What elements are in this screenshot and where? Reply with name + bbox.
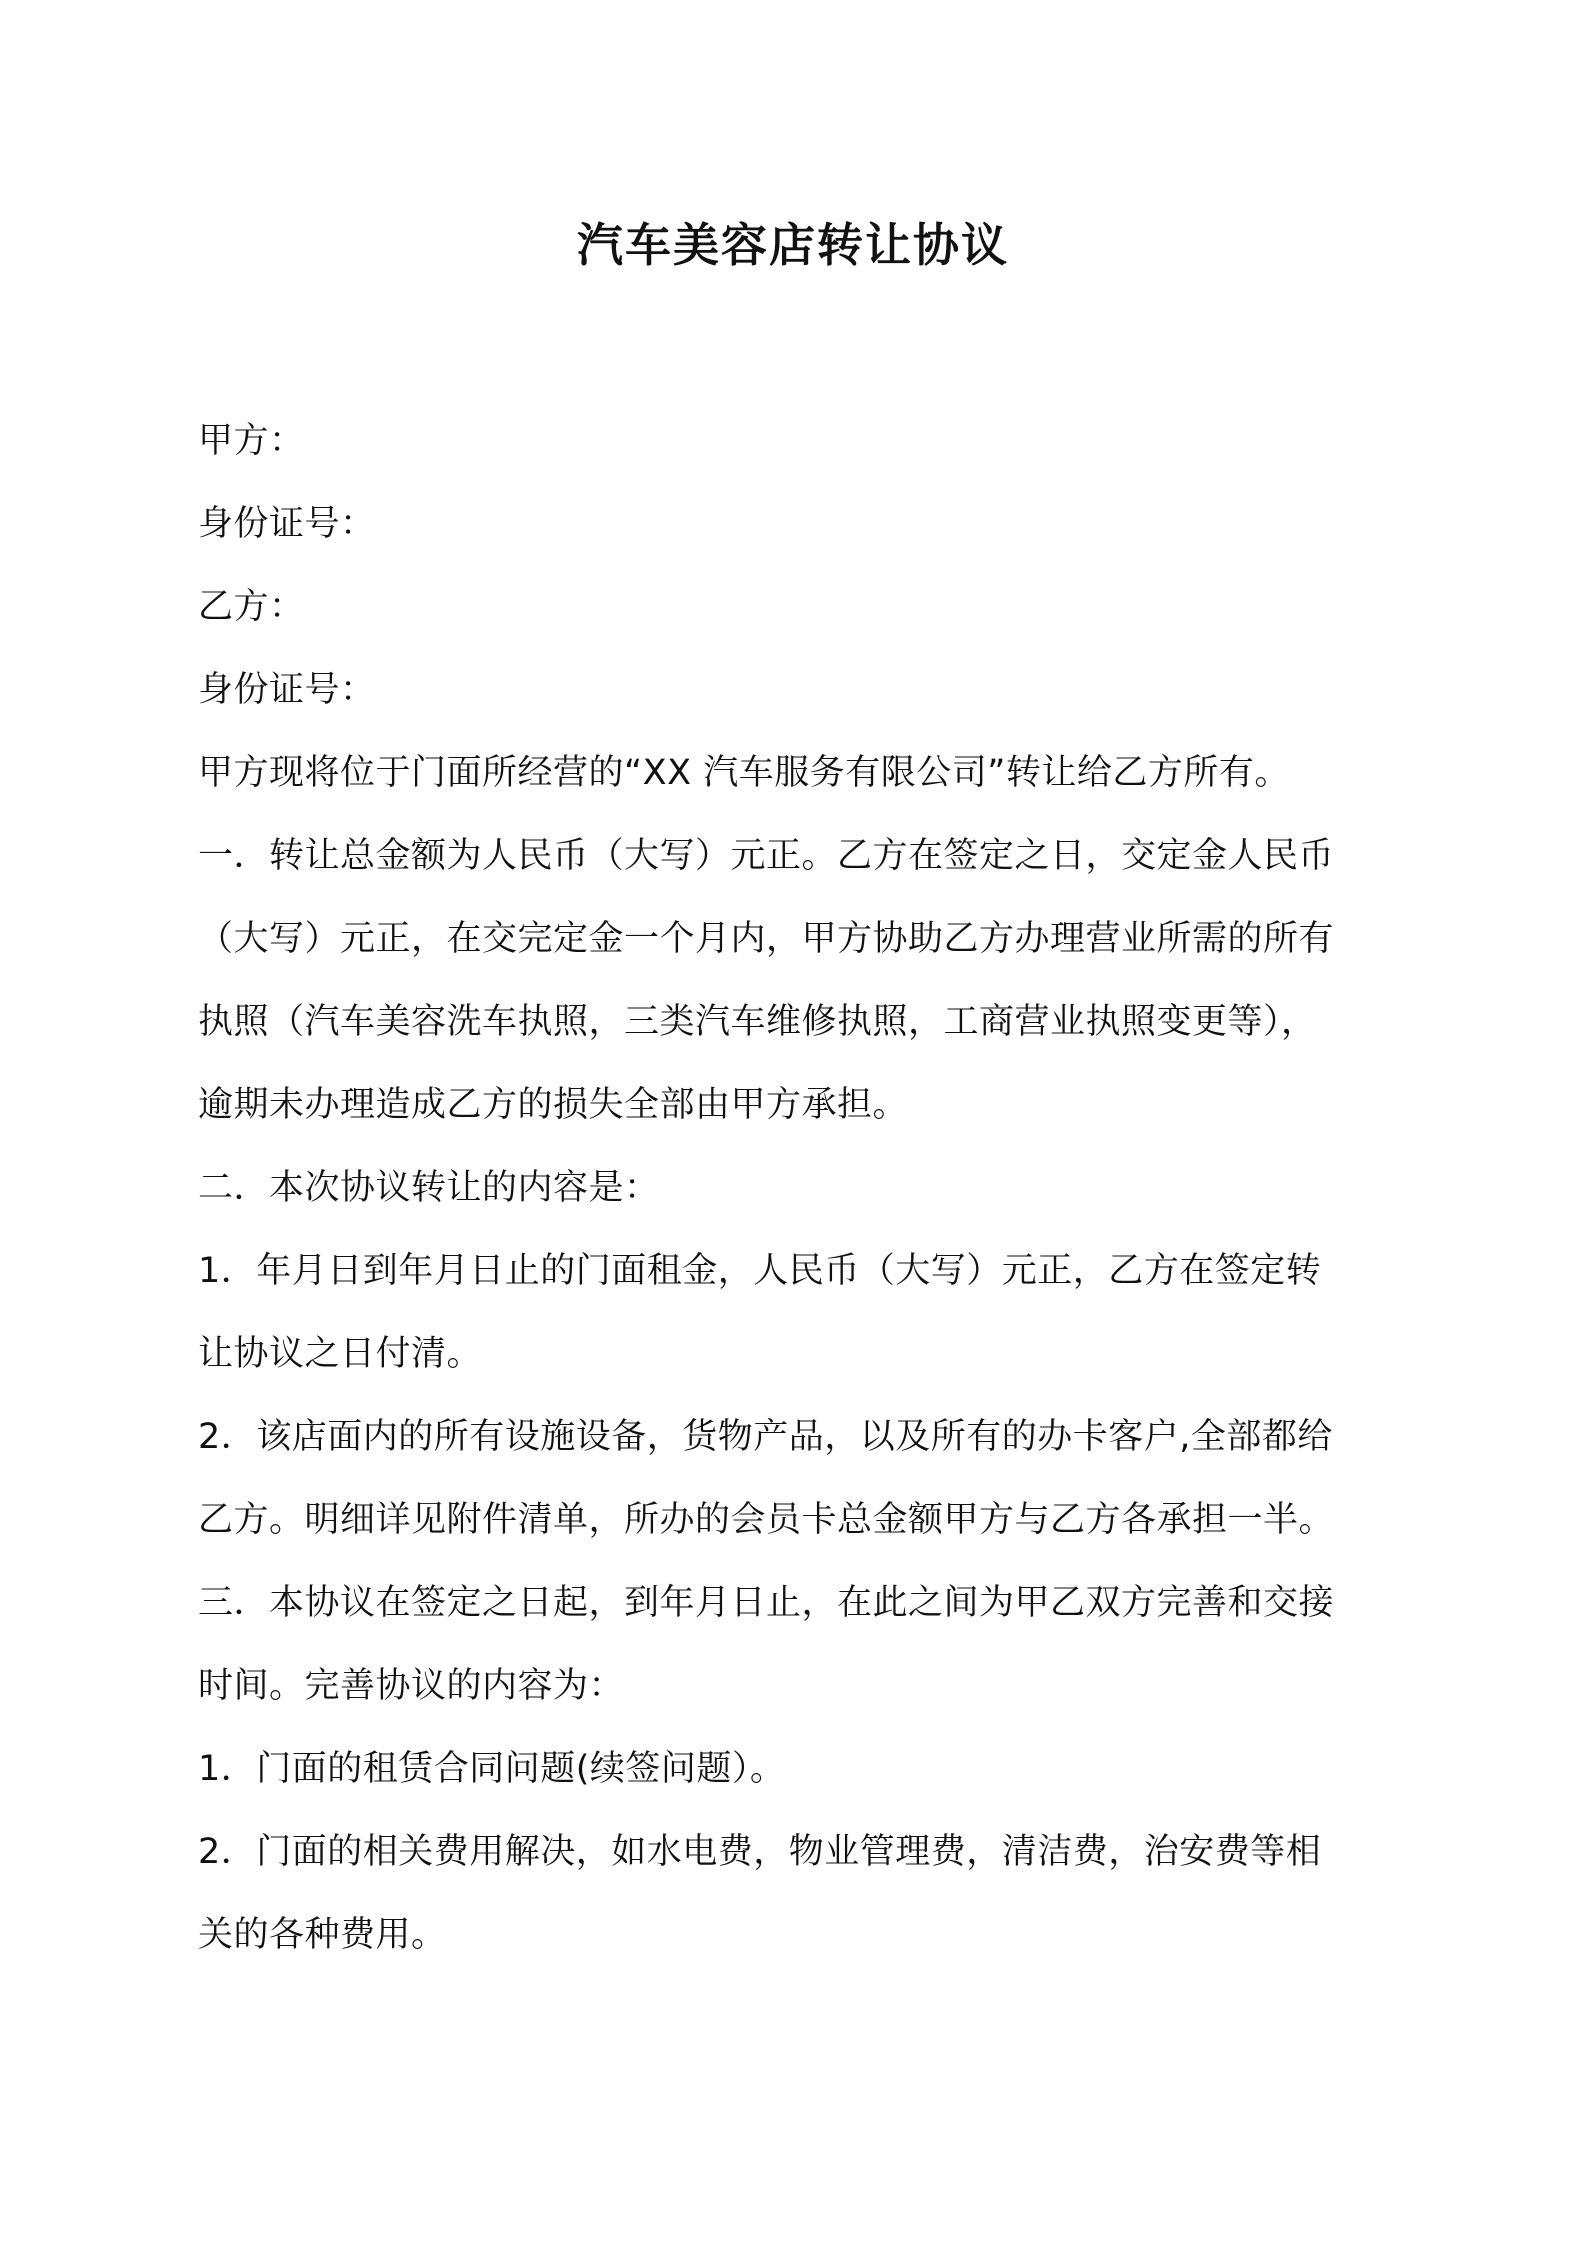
clause-3-line-1: 三．本协议在签定之日起，到年月日止，在此之间为甲乙双方完善和交接 — [198, 1583, 1335, 1623]
clause-3-line-2: 时间。完善协议的内容为： — [198, 1666, 625, 1706]
document-title: 汽车美容店转让协议 — [577, 218, 1009, 272]
clause-3-item-1: 1．门面的租赁合同问题(续签问题）。 — [198, 1749, 786, 1789]
intro-paragraph: 甲方现将位于门面所经营的“XX 汽车服务有限公司”转让给乙方所有。 — [198, 753, 1290, 793]
party-b-label: 乙方： — [198, 587, 305, 627]
clause-1-line-3: 执照（汽车美容洗车执照，三类汽车维修执照，工商营业执照变更等）， — [198, 1002, 1317, 1042]
clause-2-item-1-line-2: 让协议之日付清。 — [198, 1334, 483, 1374]
clause-3-item-2-line-1: 2．门面的相关费用解决，如水电费，物业管理费，清洁费，治安费等相 — [198, 1832, 1322, 1872]
party-a-label: 甲方： — [198, 421, 305, 461]
clause-1-line-4: 逾期未办理造成乙方的损失全部由甲方承担。 — [198, 1085, 909, 1125]
clause-2-heading: 二．本次协议转让的内容是： — [198, 1168, 660, 1208]
party-b-id-label: 身份证号： — [198, 670, 376, 710]
clause-3-item-2-line-2: 关的各种费用。 — [198, 1915, 447, 1955]
clause-2-item-2-line-2: 乙方。明细详见附件清单，所办的会员卡总金额甲方与乙方各承担一半。 — [198, 1500, 1335, 1540]
document-body — [198, 400, 1403, 1977]
clause-1-line-2: （大写）元正，在交完定金一个月内，甲方协助乙方办理营业所需的所有 — [198, 919, 1335, 959]
clause-2-item-1-line-1: 1．年月日到年月日止的门面租金，人民币（大写）元正，乙方在签定转 — [198, 1251, 1322, 1291]
clause-1-line-1: 一．转让总金额为人民币（大写）元正。乙方在签定之日，交定金人民币 — [198, 836, 1335, 876]
party-a-id-label: 身份证号： — [198, 504, 376, 544]
clause-2-item-2-line-1: 2．该店面内的所有设施设备，货物产品，以及所有的办卡客户,全部都给 — [198, 1417, 1333, 1457]
